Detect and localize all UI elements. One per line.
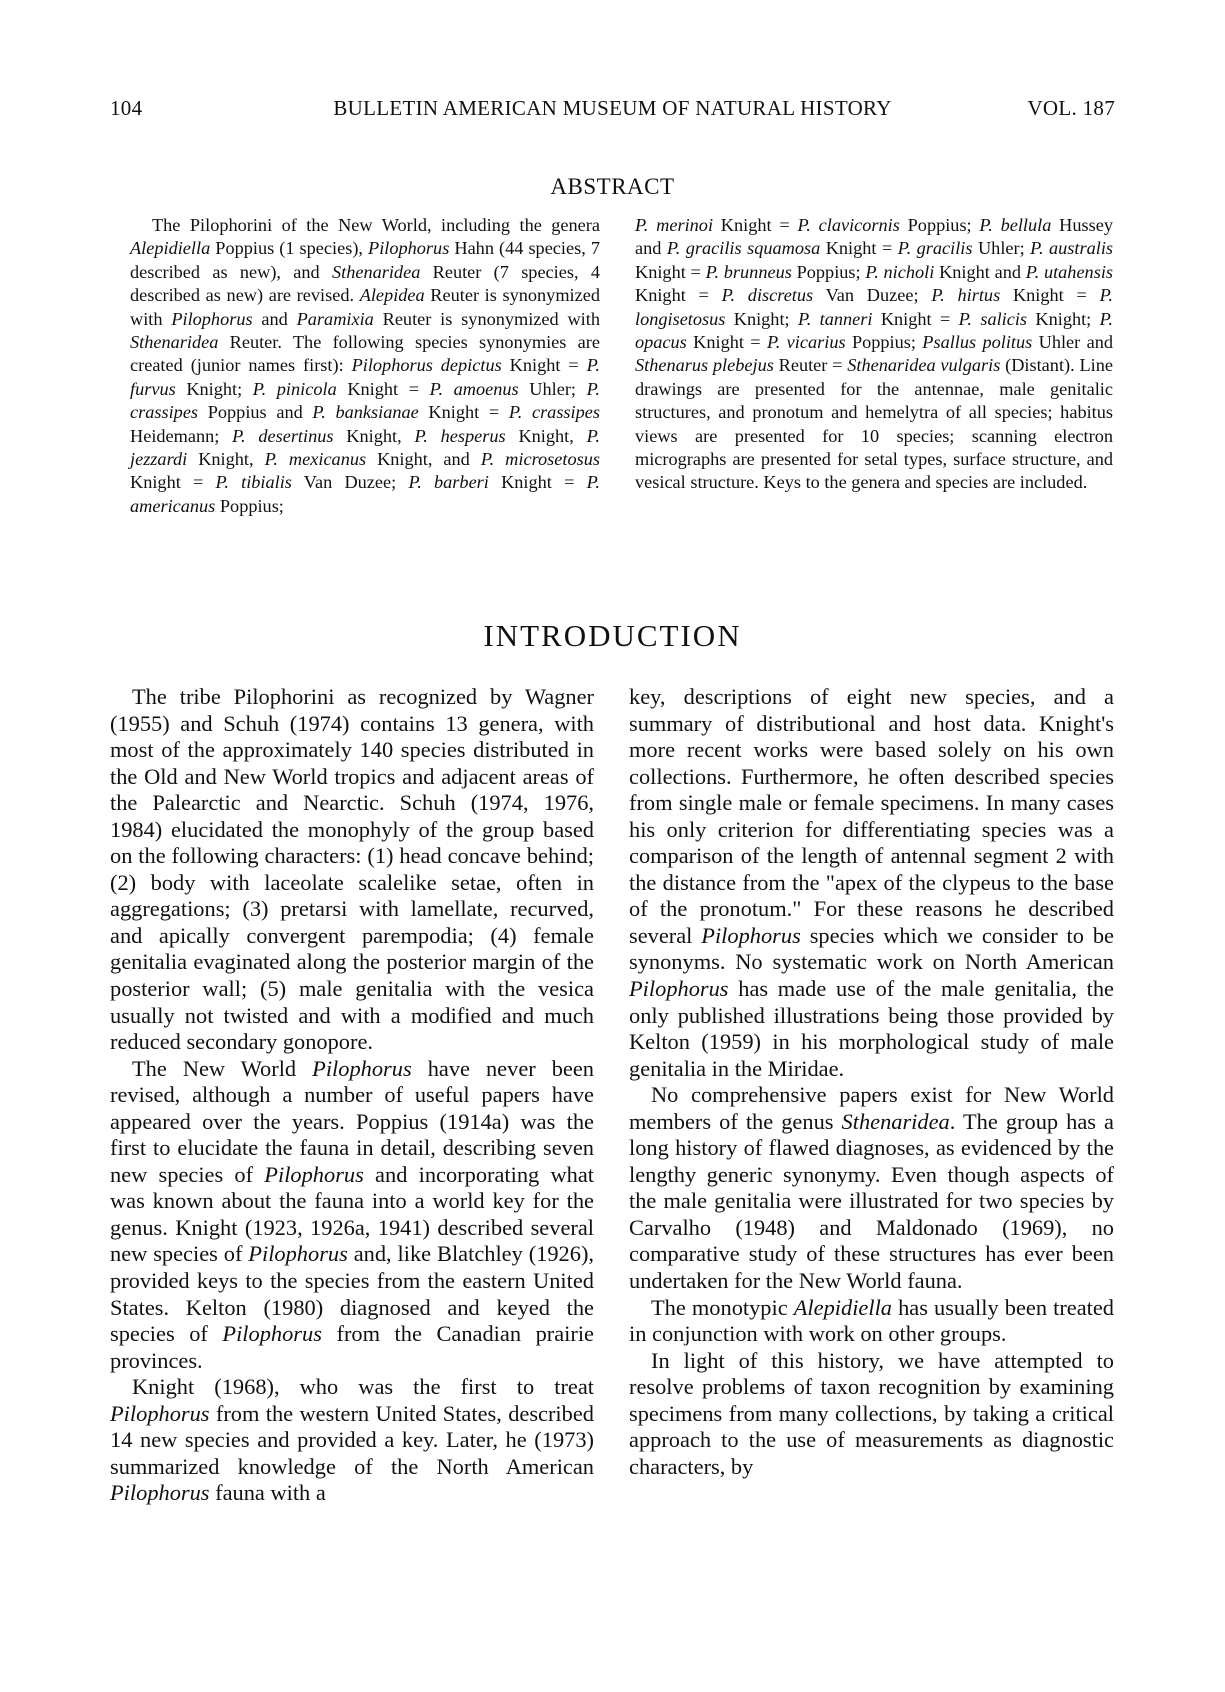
abstract-heading: ABSTRACT — [550, 174, 675, 199]
page-number: 104 — [110, 96, 143, 120]
volume-label: VOL. 187 — [1027, 96, 1115, 120]
running-header — [110, 96, 1115, 124]
intro-paragraph: The New World Pilophorus have never been revised, although a number of useful papers have appeared over the years. Poppius (1914a) was the first to elucidate the fauna in detail, describing seven new species of Pilophorus and incorporating what was known about the fauna into a world key for the genus. Knight (1923, 1926a, 1941) described several new species of Pilophorus and, like Blatchley (1926), provided keys to the species from the eastern United States. Kelton (1980) diagnosed and keyed the species of Pilophorus from the Canadian prairie provinces. — [110, 1055, 594, 1373]
intro-paragraph: No comprehensive papers exist for New World members of the genus Sthenaridea. The group has a long history of flawed diagnoses, as evidenced by the lengthy generic synonymy. Even though aspects of the male genitalia were illustrated for two species by Carvalho (1948) and Maldonado (1969), no comparative study of these structures has ever been undertaken for the New World fauna. — [629, 1082, 1114, 1294]
abstract-paragraph: The Pilophorini of the New World, including the genera Alepidiella Poppius (1 species), Pilophorus Hahn (44 species, 7 described as new), and Sthenaridea Reuter (7 species, 4 described as new) are revised. Alepidea Reuter is synonymized with Pilophorus and Paramixia Reuter is synonymized with Sthenaridea Reuter. The following species synonymies are created (junior names first): Pilophorus depictus Knight = P. furvus Knight; P. pinicola Knight = P. amoenus Uhler; P. crassipes Poppius and P. banksianae Knight = P. crassipes Heidemann; P. desertinus Knight, P. hesperus Knight, P. jezzardi Knight, P. mexicanus Knight, and P. microsetosus Knight = P. tibialis Van Duzee; P. barberi Knight = P. americanus Poppius; — [130, 215, 601, 516]
abstract-left-column — [130, 214, 600, 518]
abstract-right-column — [635, 214, 1113, 495]
journal-title: BULLETIN AMERICAN MUSEUM OF NATURAL HISTORY — [333, 96, 892, 120]
intro-paragraph: Knight (1968), who was the first to treat Pilophorus from the western United States, described 14 new species and provided a key. Later, he (1973) summarized knowledge of the North American Pilophorus fauna with a — [110, 1374, 594, 1506]
intro-paragraph: The tribe Pilophorini as recognized by Wagner (1955) and Schuh (1974) contains 13 genera, with most of the approximately 140 species distributed in the Old and New World tropics and adjacent areas of the Palearctic and Nearctic. Schuh (1974, 1976, 1984) elucidated the monophyly of the group based on the following characters: (1) head concave behind; (2) body with laceolate scalelike setae, often in aggregations; (3) pretarsi with lamellate, recurved, and apically convergent parempodia; (4) female genitalia evaginated along the posterior margin of the posterior wall; (5) male genitalia with the vesica usually not twisted and with a modified and much reduced secondary gonopore. — [110, 684, 594, 1055]
introduction-heading: INTRODUCTION — [483, 618, 742, 653]
abstract-paragraph-continued: P. merinoi Knight = P. clavicornis Poppius; P. bellula Hussey and P. gracilis squamosa Knight = P. gracilis Uhler; P. australis Knight = P. brunneus Poppius; P. nicholi Knight and P. utahensis Knight = P. discretus Van Duzee; P. hirtus Knight = P. longisetosus Knight; P. tanneri Knight = P. salicis Knight; P. opacus Knight = P. vicarius Poppius; Psallus politus Uhler and Sthenarus plebejus Reuter = Sthenaridea vulgaris (Distant). Line drawings are presented for the antennae, male genitalic structures, and pronotum and hemelytra of all species; habitus views are presented for 10 species; scanning electron micrographs are presented for setal types, surface structure, and vesical structure. Keys to the genera and species are included. — [635, 215, 1114, 493]
introduction-right-column — [629, 684, 1114, 1480]
intro-paragraph: In light of this history, we have attempted to resolve problems of taxon recognition by examining specimens from many collections, by taking a critical approach to the use of measurements as diagnostic characters, by — [629, 1347, 1114, 1479]
intro-paragraph-continued: key, descriptions of eight new species, and a summary of distributional and host data. Knight's more recent works were based solely on his own collections. Furthermore, he often described species from single male or female specimens. In many cases his only criterion for differentiating species was a comparison of the length of antennal segment 2 with the distance from the "apex of the clypeus to the base of the pronotum." For these reasons he described several Pilophorus species which we consider to be synonyms. No systematic work on North American Pilophorus has made use of the male genitalia, the only published illustrations being those provided by Kelton (1959) in his morphological study of male genitalia in the Miridae. — [629, 684, 1114, 1081]
introduction-left-column — [110, 684, 594, 1507]
intro-paragraph: The monotypic Alepidiella has usually been treated in conjunction with work on other groups. — [629, 1294, 1115, 1347]
